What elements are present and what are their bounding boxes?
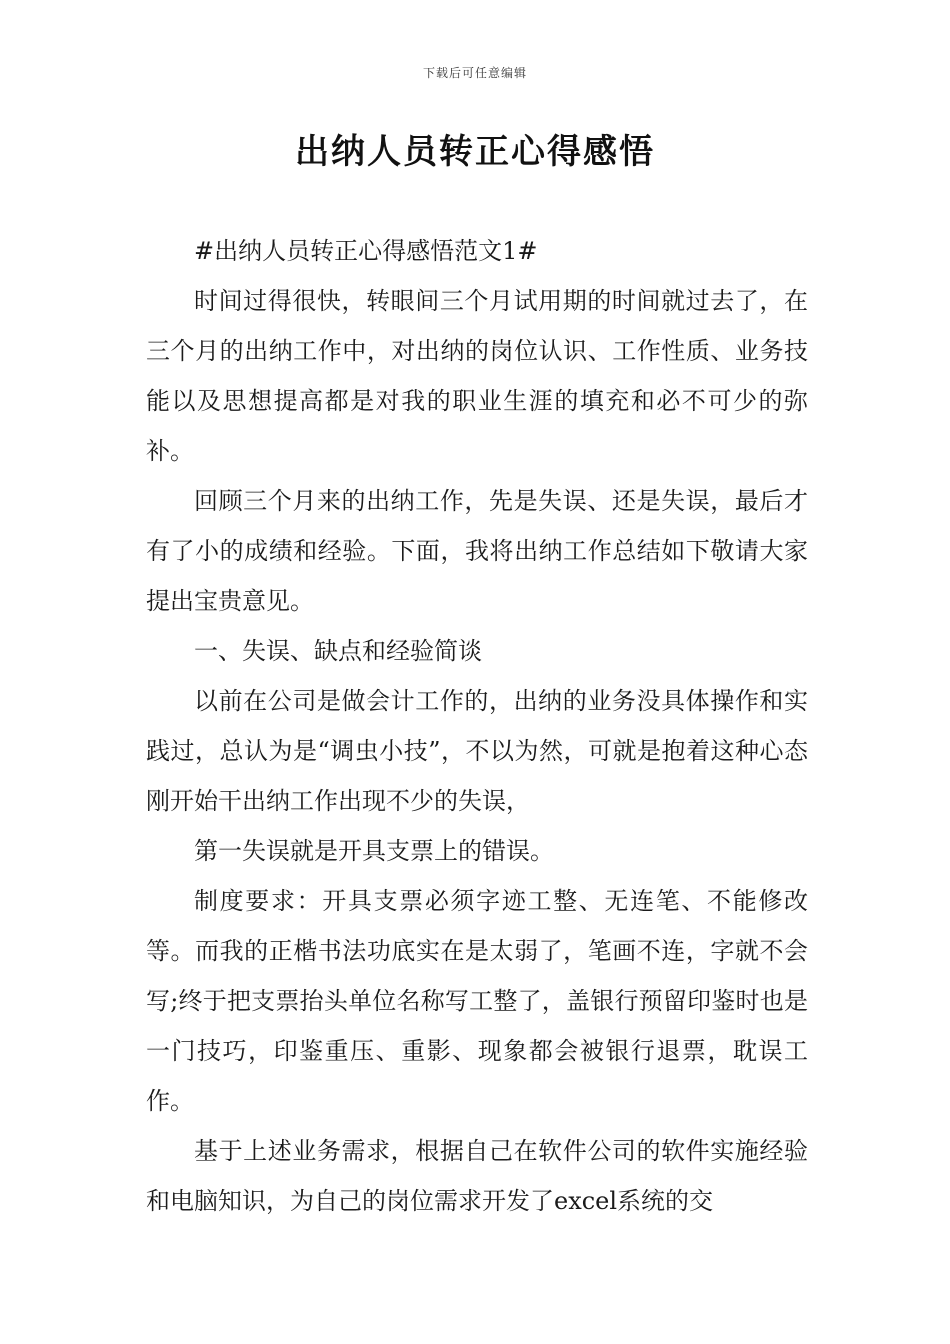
paragraph-subtitle: #出纳人员转正心得感悟范文1# [194,237,538,265]
paragraph: 时间过得很快，转眼间三个月试用期的时间就过去了，在三个月的出纳工作中，对出纳的岗位认识、工作性质、业务技能以及思想提高都是对我的职业生涯的填充和必不可少的弥补。 [146,287,808,465]
paragraph: 基于上述业务需求，根据自己在软件公司的软件实施经验和电脑知识，为自己的岗位需求开发了excel系统的交 [146,1137,808,1215]
header-note: 下载后可任意编辑 [422,66,527,80]
document-title: 出纳人员转正心得感悟 [295,132,655,172]
document-body [146,226,808,1226]
paragraph: 制度要求：开具支票必须字迹工整、无连笔、不能修改等。而我的正楷书法功底实在是太弱了，笔画不连，字就不会写;终于把支票抬头单位名称写工整了，盖银行预留印鉴时也是一门技巧，印鉴重压、重影、现象都会被银行退票，耽误工作。 [146,887,808,1115]
paragraph: 第一失误就是开具支票上的错误。 [194,837,554,865]
paragraph: 以前在公司是做会计工作的，出纳的业务没具体操作和实践过，总认为是“调虫小技”，不以为然，可就是抱着这种心态刚开始干出纳工作出现不少的失误， [146,687,808,815]
paragraph: 回顾三个月来的出纳工作，先是失误、还是失误，最后才有了小的成绩和经验。下面，我将出纳工作总结如下敬请大家提出宝贵意见。 [146,487,808,615]
section-heading: 一、失误、缺点和经验简谈 [194,637,482,665]
